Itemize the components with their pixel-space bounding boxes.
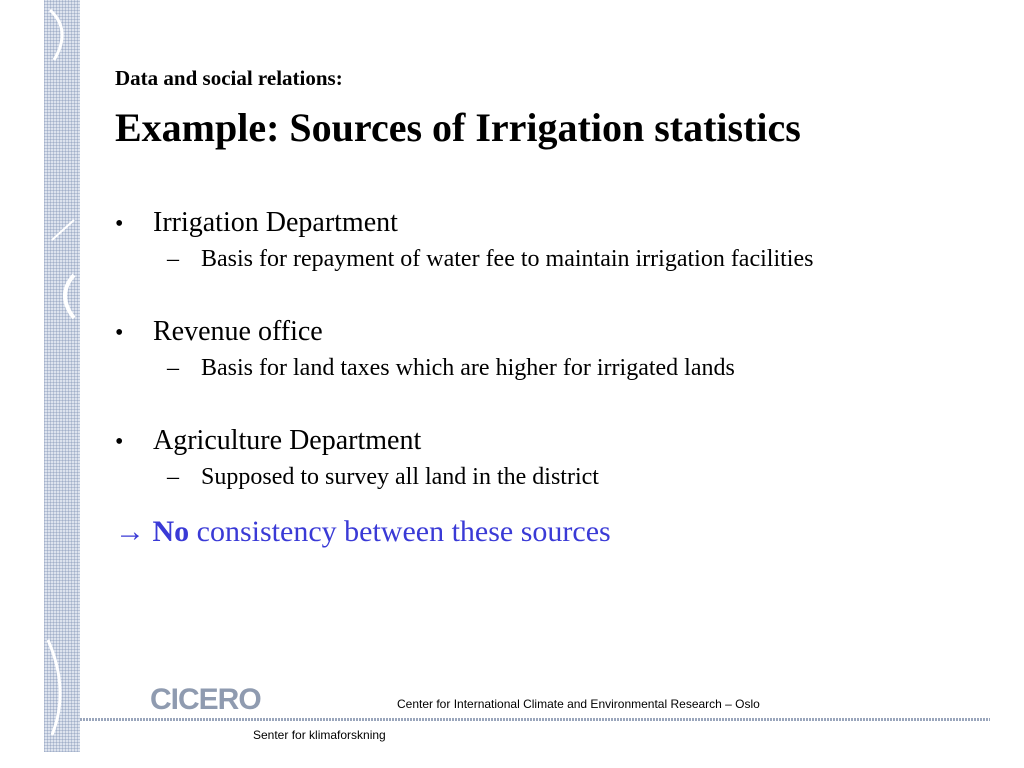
- bullet-label: Agriculture Department: [153, 425, 422, 456]
- bullet-list: [115, 204, 995, 494]
- slide-title: Example: Sources of Irrigation statistics: [115, 105, 801, 150]
- sub-bullet-text: Basis for repayment of water fee to maintain irrigation facilities: [201, 246, 814, 272]
- sub-bullet-marker: –: [167, 355, 179, 381]
- bullet-marker: •: [115, 211, 124, 237]
- bullet-label: Revenue office: [153, 316, 323, 347]
- bullet-label: Irrigation Department: [153, 207, 398, 238]
- cicero-logo: CICERO: [150, 683, 261, 716]
- footer-center-local-name: Senter for klimaforskning: [253, 728, 386, 742]
- bullet-item-irrigation: [115, 204, 995, 276]
- left-decorative-strip: [44, 0, 80, 752]
- conclusion-line: [115, 515, 611, 549]
- sub-bullet-marker: –: [167, 246, 179, 272]
- footer-center-name: Center for International Climate and Environmental Research – Oslo: [397, 697, 760, 711]
- bullet-marker: •: [115, 429, 124, 455]
- footer-divider: [80, 718, 990, 721]
- arrow-right-icon: →: [115, 515, 145, 548]
- slide-subtitle: Data and social relations:: [115, 66, 343, 90]
- sub-bullet-text: Supposed to survey all land in the district: [201, 464, 599, 490]
- sub-bullet-text: Basis for land taxes which are higher for irrigated lands: [201, 355, 735, 381]
- sub-bullet-marker: –: [167, 464, 179, 490]
- bullet-item-agriculture: [115, 422, 995, 494]
- bullet-marker: •: [115, 320, 124, 346]
- conclusion-text: consistency between these sources: [189, 515, 611, 548]
- conclusion-emphasis: No: [152, 515, 190, 548]
- bullet-item-revenue: [115, 313, 995, 385]
